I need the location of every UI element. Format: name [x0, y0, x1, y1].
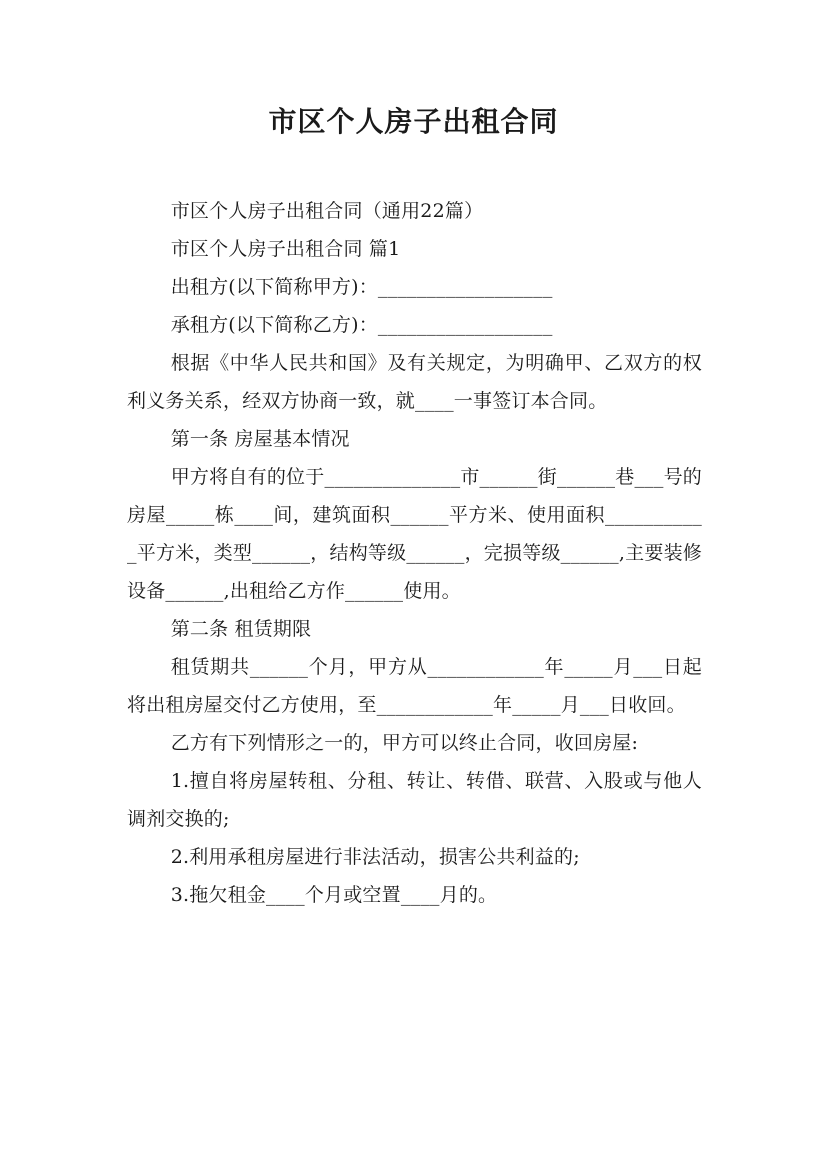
paragraph-section-heading: 市区个人房子出租合同 篇1 — [170, 238, 401, 260]
paragraph-termination-item-3: 3.拖欠租金____个月或空置____月的。 — [170, 884, 498, 906]
paragraph-article-2-body: 租赁期共______个月，甲方从____________年_____月___日起将出租房屋交付乙方使用，至____________年_____月___日收回。 — [127, 656, 702, 716]
paragraph-termination-intro: 乙方有下列情形之一的，甲方可以终止合同，收回房屋: — [170, 732, 639, 754]
document-title: 市区个人房子出租合同 — [268, 105, 559, 138]
paragraph-article-1-heading: 第一条 房屋基本情况 — [170, 428, 350, 450]
paragraph-termination-item-2: 2.利用承租房屋进行非法活动，损害公共利益的; — [170, 846, 580, 868]
paragraph-article-1-body: 甲方将自有的位于______________市______街______巷___号的房屋_____栋____间，建筑面积______平方米、使用面积___________平方米，类型______，结构等级______，完损等级______,主要装修设备______,出租给乙方作______使用。 — [127, 466, 702, 602]
paragraph-article-2-heading: 第二条 租赁期限 — [170, 618, 312, 640]
paragraph-preamble: 根据《中华人民共和国》及有关规定，为明确甲、乙双方的权利义务关系，经双方协商一致，就____一事签订本合同。 — [127, 352, 702, 412]
paragraph-lessee: 承租方(以下简称乙方)：__________________ — [170, 314, 553, 336]
paragraph-lessor: 出租方(以下简称甲方)：__________________ — [170, 276, 553, 298]
document-body — [127, 192, 702, 914]
paragraph-subtitle: 市区个人房子出租合同（通用22篇） — [170, 200, 484, 222]
paragraph-termination-item-1: 1.擅自将房屋转租、分租、转让、转借、联营、入股或与他人调剂交换的; — [127, 770, 702, 830]
